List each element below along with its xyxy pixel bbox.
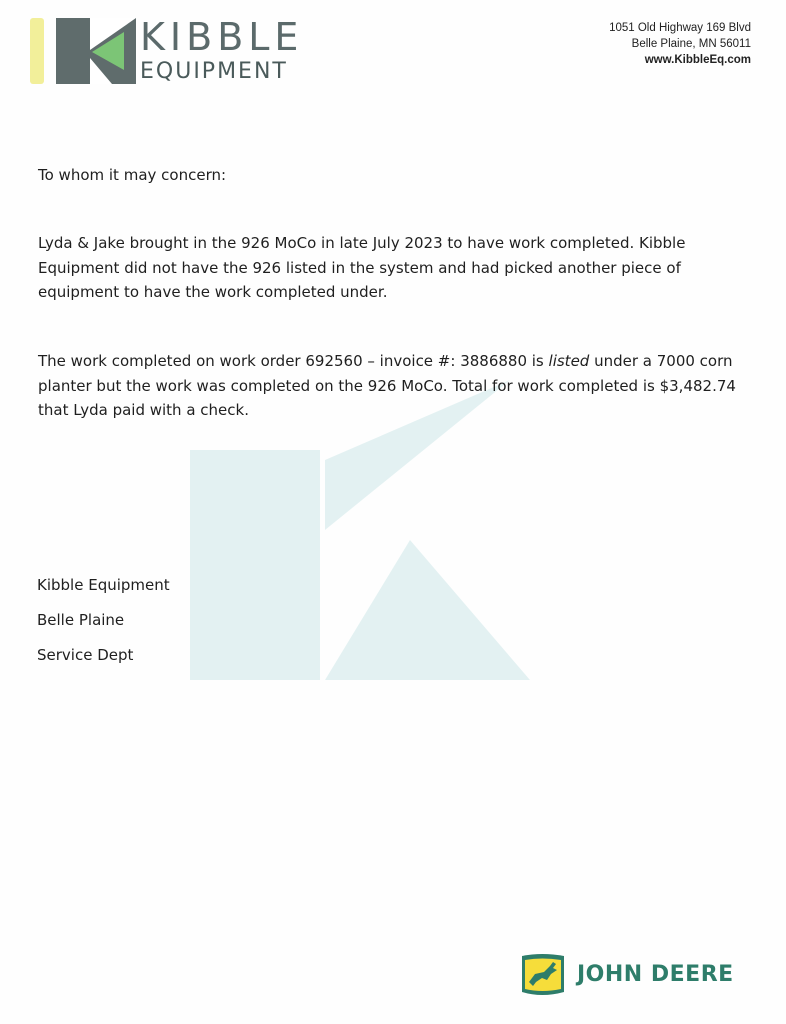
address-line-1: 1051 Old Highway 169 Blvd (609, 22, 751, 34)
greeting: To whom it may concern: (38, 166, 227, 184)
address-line-2: Belle Plaine, MN 56011 (631, 38, 751, 50)
paragraph-2-part-1: The work completed on work order 692560 – invoice #: 3886880 is (38, 352, 549, 370)
signature-department: Service Dept (37, 646, 134, 664)
kibble-watermark-icon (190, 380, 610, 700)
john-deere-brand: JOHN DEERE (577, 962, 734, 987)
paragraph-2-emphasis: listed (548, 352, 590, 370)
address-block (609, 20, 751, 68)
signature-company: Kibble Equipment (37, 576, 170, 594)
company-sub: EQUIPMENT (140, 59, 288, 84)
paragraph-2-part-2: under a 7000 corn planter but the work was completed on the 926 MoCo. Total for work completed is $3,482.74 that Lyda paid with a check. (38, 352, 736, 419)
website-link[interactable]: www.KibbleEq.com (644, 54, 751, 66)
company-name: KIBBLE (140, 15, 304, 59)
paragraph-2 (38, 349, 750, 423)
paragraph-1: Lyda & Jake brought in the 926 MoCo in late July 2023 to have work completed. Kibble Equipment did not have the 926 listed in the system and had picked another piece of equipment to have the work completed under. (38, 234, 686, 301)
signature-location: Belle Plaine (37, 611, 125, 629)
